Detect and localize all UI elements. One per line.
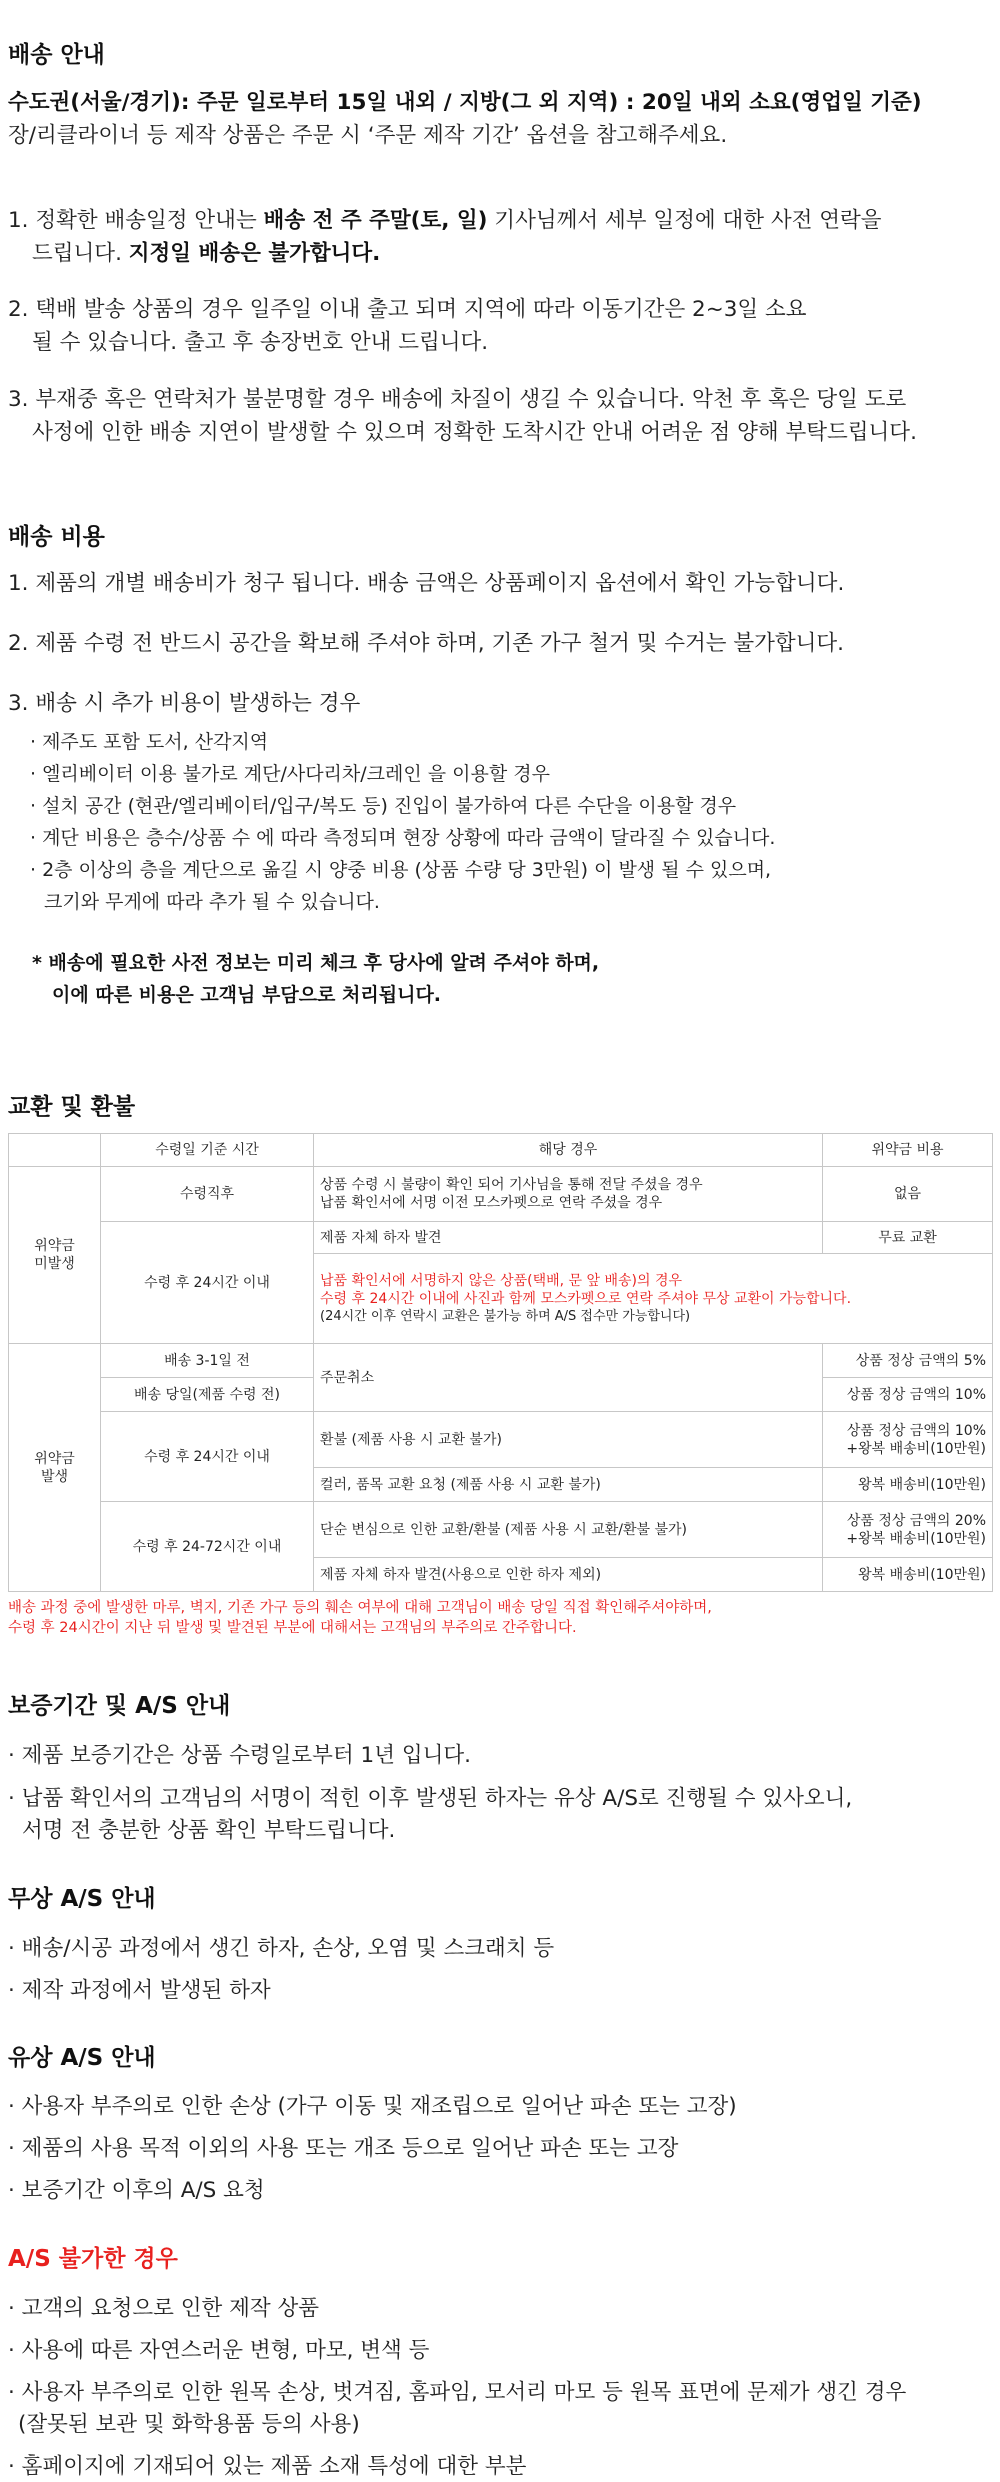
delivery-item-1-cont	[32, 236, 380, 267]
exchange-heading: 교환 및 환불	[8, 1094, 136, 1120]
warranty-item-1: · 제품 보증기간은 상품 수령일로부터 1년 입니다.	[8, 1743, 471, 1768]
cost-sub-5: · 2층 이상의 층을 계단으로 옮길 시 양중 비용 (상품 수량 당 3만원) 이 발생 될 수 있으며,	[30, 859, 772, 881]
group-no-penalty: 위약금 미발생	[9, 1167, 101, 1344]
delivery-item-1	[8, 203, 882, 234]
delivery-heading: 배송 안내	[8, 42, 105, 68]
no-as-item-4: · 홈페이지에 기재되어 있는 제품 소재 특성에 대한 부분	[8, 2454, 527, 2479]
row6-fee-line-b: +왕복 배송비(10만원)	[846, 1440, 986, 1457]
delivery-item-1-text-d: 드립니다.	[32, 241, 129, 266]
exchange-note-line-2: 수령 후 24시간이 지난 뒤 발생 및 발견된 부분에 대해서는 고객님의 부주의로 간주합니다.	[8, 1620, 577, 1636]
cost-sub-3: · 설치 공간 (현관/엘리베이터/입구/복도 등) 진입이 불가하여 다른 수단을 이용할 경우	[30, 795, 737, 817]
delivery-made-line: 장/리클라이너 등 제작 상품은 주문 시 ‘주문 제작 기간’ 옵션을 참고해주세요.	[8, 123, 728, 148]
free-as-item-2: · 제작 과정에서 발생된 하자	[8, 1978, 271, 2003]
cost-sub-5-cont: 크기와 무게에 따라 추가 될 수 있습니다.	[44, 891, 380, 913]
cost-sub-4: · 계단 비용은 층수/상품 수 에 따라 측정되며 현장 상황에 따라 금액이 달라질 수 있습니다.	[30, 827, 776, 849]
no-as-item-3: · 사용자 부주의로 인한 원목 손상, 벗겨짐, 홈파임, 모서리 마모 등 원목 표면에 문제가 생긴 경우	[8, 2380, 907, 2405]
cost-item-1: 1. 제품의 개별 배송비가 청구 됩니다. 배송 금액은 상품페이지 옵션에서 확인 가능합니다.	[8, 571, 845, 596]
row3-case	[314, 1254, 993, 1344]
row3-red-line-a: 납품 확인서에 서명하지 않은 상품(택배, 문 앞 배송)의 경우	[320, 1272, 683, 1289]
table-header-row	[9, 1134, 993, 1167]
row4-fee: 상품 정상 금액의 5%	[823, 1344, 993, 1378]
row8-case: 단순 변심으로 인한 교환/환불 (제품 사용 시 교환/환불 불가)	[314, 1502, 823, 1558]
row7-case: 컬러, 품목 교환 요청 (제품 사용 시 교환 불가)	[314, 1468, 823, 1502]
row9-fee: 왕복 배송비(10만원)	[823, 1558, 993, 1592]
warranty-heading: 보증기간 및 A/S 안내	[8, 1693, 231, 1719]
free-as-heading: 무상 A/S 안내	[8, 1886, 156, 1912]
table-row	[9, 1412, 993, 1468]
row6-fee	[823, 1412, 993, 1468]
table-row	[9, 1502, 993, 1558]
cost-item-3: 3. 배송 시 추가 비용이 발생하는 경우	[8, 691, 361, 716]
delivery-item-3-cont: 사정에 인한 배송 지연이 발생할 수 있으며 정확한 도착시간 안내 어려운 점 양해 부탁드립니다.	[32, 420, 917, 445]
delivery-item-1-bold: 배송 전 주 주말(토, 일)	[263, 208, 488, 233]
warranty-item-2-cont: 서명 전 충분한 상품 확인 부탁드립니다.	[22, 1818, 396, 1843]
no-as-heading: A/S 불가한 경우	[8, 2246, 178, 2272]
cost-notice-line-1: * 배송에 필요한 사전 정보는 미리 체크 후 당사에 알려 주셔야 하며,	[32, 952, 600, 974]
table-row	[9, 1344, 993, 1378]
delivery-item-2-cont: 될 수 있습니다. 출고 후 송장번호 안내 드립니다.	[32, 330, 489, 355]
paid-as-item-2: · 제품의 사용 목적 이외의 사용 또는 개조 등으로 일어난 파손 또는 고장	[8, 2136, 679, 2161]
warranty-item-2: · 납품 확인서의 고객님의 서명이 적힌 이후 발생된 하자는 유상 A/S로 진행될 수 있사오니,	[8, 1786, 853, 1811]
row8-fee	[823, 1502, 993, 1558]
row1-time: 수령직후	[101, 1167, 314, 1222]
row8-time: 수령 후 24-72시간 이내	[101, 1502, 314, 1592]
row5-fee: 상품 정상 금액의 10%	[823, 1378, 993, 1412]
cost-sub-2: · 엘리베이터 이용 불가로 계단/사다리차/크레인 을 이용할 경우	[30, 763, 550, 785]
row4-time: 배송 3-1일 전	[101, 1344, 314, 1378]
row1-case-line-a: 상품 수령 시 불량이 확인 되어 기사님을 통해 전달 주셨을 경우	[320, 1177, 703, 1193]
paid-as-item-1: · 사용자 부주의로 인한 손상 (가구 이동 및 재조립으로 일어난 파손 또는 고장)	[8, 2094, 737, 2119]
no-as-item-2: · 사용에 따른 자연스러운 변형, 마모, 변색 등	[8, 2338, 430, 2363]
delivery-item-2: 2. 택배 발송 상품의 경우 일주일 이내 출고 되며 지역에 따라 이동기간은 2~3일 소요	[8, 297, 807, 322]
row3-red-line-b: 수령 후 24시간 이내에 사진과 함께 모스카펫으로 연락 주셔야 무상 교환이 가능합니다.	[320, 1290, 852, 1307]
row8-fee-line-a: 상품 정상 금액의 20%	[846, 1512, 986, 1529]
table-row	[9, 1167, 993, 1222]
row8-fee-line-b: +왕복 배송비(10만원)	[846, 1530, 986, 1547]
row5-time: 배송 당일(제품 수령 전)	[101, 1378, 314, 1412]
table-header-case: 해당 경우	[314, 1134, 823, 1167]
delivery-item-1-text-c: 기사님께서 세부 일정에 대한 사전 연락을	[487, 208, 882, 233]
cost-heading: 배송 비용	[8, 524, 105, 550]
row3-small-note: (24시간 이후 연락시 교환은 불가능 하며 A/S 접수만 가능합니다)	[320, 1308, 691, 1324]
cost-item-2: 2. 제품 수령 전 반드시 공간을 확보해 주셔야 하며, 기존 가구 철거 및 수거는 불가합니다.	[8, 631, 845, 656]
table-row	[9, 1222, 993, 1254]
free-as-item-1: · 배송/시공 과정에서 생긴 하자, 손상, 오염 및 스크래치 등	[8, 1936, 555, 1961]
table-header-time: 수령일 기준 시간	[101, 1134, 314, 1167]
row2-fee: 무료 교환	[823, 1222, 993, 1254]
delivery-item-1-text-a: 1. 정확한 배송일정 안내는	[8, 208, 264, 233]
row1-case-line-b: 납품 확인서에 서명 이전 모스카펫으로 연락 주셨을 경우	[320, 1195, 663, 1211]
cost-sub-1: · 제주도 포함 도서, 산각지역	[30, 731, 269, 753]
cost-notice-line-2: 이에 따른 비용은 고객님 부담으로 처리됩니다.	[52, 984, 442, 1006]
exchange-refund-table	[8, 1133, 993, 1592]
paid-as-heading: 유상 A/S 안내	[8, 2045, 156, 2071]
row6-case: 환불 (제품 사용 시 교환 불가)	[314, 1412, 823, 1468]
table-header-fee: 위약금 비용	[823, 1134, 993, 1167]
row7-fee: 왕복 배송비(10만원)	[823, 1468, 993, 1502]
row6-time: 수령 후 24시간 이내	[101, 1412, 314, 1502]
row2-case: 제품 자체 하자 발견	[314, 1222, 823, 1254]
row9-case: 제품 자체 하자 발견(사용으로 인한 하자 제외)	[314, 1558, 823, 1592]
row2-time: 수령 후 24시간 이내	[101, 1222, 314, 1344]
row1-fee: 없음	[823, 1167, 993, 1222]
paid-as-item-3: · 보증기간 이후의 A/S 요청	[8, 2178, 265, 2203]
no-as-item-3-cont: (잘못된 보관 및 화학용품 등의 사용)	[18, 2412, 360, 2437]
delivery-item-3: 3. 부재중 혹은 연락처가 불분명할 경우 배송에 차질이 생길 수 있습니다. 악천 후 혹은 당일 도로	[8, 387, 907, 412]
delivery-item-1-bold-2: 지정일 배송은 불가합니다.	[128, 241, 381, 266]
row1-case	[314, 1167, 823, 1222]
row6-fee-line-a: 상품 정상 금액의 10%	[846, 1422, 986, 1439]
row45-case: 주문취소	[314, 1344, 823, 1412]
no-as-item-1: · 고객의 요청으로 인한 제작 상품	[8, 2296, 320, 2321]
group-penalty: 위약금 발생	[9, 1344, 101, 1592]
table-header-group	[9, 1134, 101, 1167]
delivery-area-line: 수도권(서울/경기): 주문 일로부터 15일 내외 / 지방(그 외 지역) : 20일 내외 소요(영업일 기준)	[8, 90, 922, 115]
exchange-note-line-1: 배송 과정 중에 발생한 마루, 벽지, 기존 가구 등의 훼손 여부에 대해 고객님이 배송 당일 직접 확인해주셔야하며,	[8, 1600, 712, 1616]
